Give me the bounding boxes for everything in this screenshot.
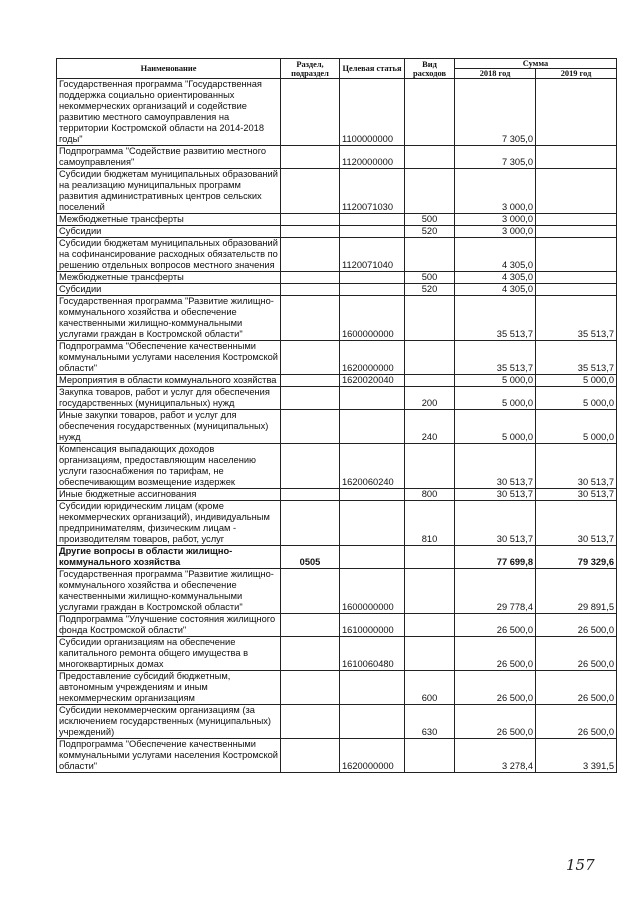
cell-kind	[405, 341, 455, 375]
cell-y2018: 3 000,0	[455, 214, 536, 226]
cell-target: 1100000000	[340, 79, 405, 146]
table-row	[57, 284, 617, 296]
cell-target	[340, 546, 405, 569]
cell-kind	[405, 569, 455, 614]
cell-y2019	[536, 79, 617, 146]
cell-y2019: 26 500,0	[536, 614, 617, 637]
cell-name: Компенсация выпадающих доходов организациям, предоставляющим населению услуги газоснабжения по тарифам, не обеспечивающим возмещение издержек	[57, 444, 281, 489]
cell-target	[340, 671, 405, 705]
cell-name: Подпрограмма "Обеспечение качественными коммунальными услугами населения Костромской области"	[57, 341, 281, 375]
cell-y2018: 4 305,0	[455, 238, 536, 272]
table-row	[57, 444, 617, 489]
table-row	[57, 214, 617, 226]
cell-kind	[405, 238, 455, 272]
cell-name: Субсидии организациям на обеспечение капитального ремонта общего имущества в многоквартирных домах	[57, 637, 281, 671]
cell-kind	[405, 637, 455, 671]
table-row	[57, 546, 617, 569]
table-body	[57, 79, 617, 773]
cell-section	[281, 272, 340, 284]
cell-section	[281, 614, 340, 637]
cell-name: Субсидии юридическим лицам (кроме некоммерческих организаций), индивидуальным предпринимателям, физическим лицам - производителям товаров, работ, услуг	[57, 501, 281, 546]
cell-y2019: 26 500,0	[536, 671, 617, 705]
cell-section	[281, 169, 340, 214]
table-row	[57, 705, 617, 739]
cell-target	[340, 387, 405, 410]
cell-name: Субсидии бюджетам муниципальных образований на реализацию муниципальных программ развития административных центров сельских поселений	[57, 169, 281, 214]
cell-y2019	[536, 272, 617, 284]
cell-y2018: 7 305,0	[455, 79, 536, 146]
cell-y2019: 5 000,0	[536, 387, 617, 410]
table-row	[57, 501, 617, 546]
cell-y2019: 35 513,7	[536, 341, 617, 375]
table-row	[57, 637, 617, 671]
cell-section	[281, 637, 340, 671]
cell-y2019: 26 500,0	[536, 705, 617, 739]
cell-section	[281, 284, 340, 296]
cell-target: 1600000000	[340, 569, 405, 614]
cell-target: 1620020040	[340, 375, 405, 387]
cell-name: Мероприятия в области коммунального хозяйства	[57, 375, 281, 387]
cell-y2018: 5 000,0	[455, 410, 536, 444]
cell-kind	[405, 296, 455, 341]
budget-table	[56, 58, 617, 773]
cell-y2018: 5 000,0	[455, 375, 536, 387]
cell-section	[281, 671, 340, 705]
cell-y2019	[536, 214, 617, 226]
cell-y2019: 5 000,0	[536, 410, 617, 444]
cell-name: Субсидии некоммерческим организациям (за исключением государственных (муниципальных) учреждений)	[57, 705, 281, 739]
table-row	[57, 146, 617, 169]
table-row	[57, 410, 617, 444]
cell-y2018: 3 000,0	[455, 226, 536, 238]
table-row	[57, 226, 617, 238]
cell-target	[340, 226, 405, 238]
cell-y2018: 26 500,0	[455, 637, 536, 671]
cell-kind: 500	[405, 214, 455, 226]
cell-name: Государственная программа "Развитие жилищно-коммунального хозяйства и обеспечение качественными жилищно-коммунальными услугами граждан в Костромской области"	[57, 569, 281, 614]
cell-section	[281, 341, 340, 375]
header-sum: Сумма	[455, 59, 617, 69]
cell-target	[340, 501, 405, 546]
cell-section	[281, 410, 340, 444]
table-row	[57, 387, 617, 410]
table-row	[57, 739, 617, 773]
cell-y2018: 35 513,7	[455, 296, 536, 341]
table-row	[57, 169, 617, 214]
cell-kind: 200	[405, 387, 455, 410]
cell-kind: 810	[405, 501, 455, 546]
cell-y2018: 26 500,0	[455, 671, 536, 705]
cell-y2019: 30 513,7	[536, 501, 617, 546]
cell-y2019: 5 000,0	[536, 375, 617, 387]
cell-section	[281, 569, 340, 614]
table-row	[57, 671, 617, 705]
page-number: 157	[566, 856, 595, 874]
cell-target: 1620060240	[340, 444, 405, 489]
cell-section	[281, 296, 340, 341]
cell-name: Предоставление субсидий бюджетным, автономным учреждениям и иным некоммерческим организациям	[57, 671, 281, 705]
header-section: Раздел, подраздел	[281, 59, 340, 79]
cell-name: Иные закупки товаров, работ и услуг для обеспечения государственных (муниципальных) нужд	[57, 410, 281, 444]
cell-y2019	[536, 169, 617, 214]
cell-y2018: 4 305,0	[455, 284, 536, 296]
table-row	[57, 614, 617, 637]
cell-target: 1120071030	[340, 169, 405, 214]
table-row	[57, 272, 617, 284]
cell-y2018: 35 513,7	[455, 341, 536, 375]
table-row	[57, 238, 617, 272]
header-year-2018: 2018 год	[455, 69, 536, 79]
cell-target	[340, 489, 405, 501]
cell-y2019: 3 391,5	[536, 739, 617, 773]
cell-target	[340, 284, 405, 296]
cell-y2018: 30 513,7	[455, 444, 536, 489]
cell-target: 1120000000	[340, 146, 405, 169]
cell-kind: 800	[405, 489, 455, 501]
table-row	[57, 296, 617, 341]
cell-kind: 520	[405, 226, 455, 238]
cell-name: Субсидии	[57, 226, 281, 238]
cell-kind	[405, 444, 455, 489]
header-year-2019: 2019 год	[536, 69, 617, 79]
cell-name: Подпрограмма "Обеспечение качественными коммунальными услугами населения Костромской области"	[57, 739, 281, 773]
cell-section	[281, 444, 340, 489]
cell-kind	[405, 375, 455, 387]
cell-kind: 240	[405, 410, 455, 444]
cell-name: Подпрограмма "Содействие развитию местного самоуправления"	[57, 146, 281, 169]
table-row	[57, 569, 617, 614]
cell-name: Субсидии	[57, 284, 281, 296]
table-row	[57, 375, 617, 387]
cell-kind: 520	[405, 284, 455, 296]
cell-y2018: 7 305,0	[455, 146, 536, 169]
cell-y2018: 30 513,7	[455, 501, 536, 546]
cell-section	[281, 146, 340, 169]
cell-section	[281, 489, 340, 501]
cell-y2019: 29 891,5	[536, 569, 617, 614]
cell-y2018: 29 778,4	[455, 569, 536, 614]
cell-y2019	[536, 238, 617, 272]
cell-section	[281, 739, 340, 773]
cell-name: Государственная программа "Развитие жилищно-коммунального хозяйства и обеспечение качественными жилищно-коммунальными услугами граждан в Костромской области"	[57, 296, 281, 341]
cell-section	[281, 501, 340, 546]
cell-kind	[405, 614, 455, 637]
cell-y2019: 79 329,6	[536, 546, 617, 569]
cell-target: 1120071040	[340, 238, 405, 272]
cell-name: Межбюджетные трансферты	[57, 272, 281, 284]
cell-name: Другие вопросы в области жилищно-коммунального хозяйства	[57, 546, 281, 569]
cell-section: 0505	[281, 546, 340, 569]
cell-name: Государственная программа "Государственная поддержка социально ориентированных некоммерческих организаций и содействие развитию местного самоуправления на территории Костромской области на 2014-2018 годы"	[57, 79, 281, 146]
cell-section	[281, 375, 340, 387]
cell-target: 1610000000	[340, 614, 405, 637]
cell-y2018: 3 000,0	[455, 169, 536, 214]
cell-section	[281, 705, 340, 739]
header-name: Наименование	[57, 59, 281, 79]
cell-y2019	[536, 146, 617, 169]
cell-y2018: 26 500,0	[455, 614, 536, 637]
cell-y2019	[536, 226, 617, 238]
cell-y2018: 30 513,7	[455, 489, 536, 501]
cell-y2019: 30 513,7	[536, 489, 617, 501]
cell-y2019: 30 513,7	[536, 444, 617, 489]
cell-name: Подпрограмма "Улучшение состояния жилищного фонда Костромской области"	[57, 614, 281, 637]
cell-target	[340, 272, 405, 284]
cell-y2019: 35 513,7	[536, 296, 617, 341]
cell-y2019	[536, 284, 617, 296]
cell-y2018: 3 278,4	[455, 739, 536, 773]
cell-kind: 500	[405, 272, 455, 284]
cell-name: Межбюджетные трансферты	[57, 214, 281, 226]
cell-y2019: 26 500,0	[536, 637, 617, 671]
cell-y2018: 4 305,0	[455, 272, 536, 284]
cell-kind	[405, 146, 455, 169]
cell-kind: 600	[405, 671, 455, 705]
cell-target: 1620000000	[340, 341, 405, 375]
cell-y2018: 5 000,0	[455, 387, 536, 410]
table-row	[57, 341, 617, 375]
cell-target	[340, 214, 405, 226]
cell-target	[340, 705, 405, 739]
cell-target	[340, 410, 405, 444]
cell-kind	[405, 739, 455, 773]
cell-kind	[405, 169, 455, 214]
cell-kind: 630	[405, 705, 455, 739]
cell-section	[281, 226, 340, 238]
cell-section	[281, 79, 340, 146]
header-kind: Вид расходов	[405, 59, 455, 79]
table-row	[57, 489, 617, 501]
header-target: Целевая статья	[340, 59, 405, 79]
cell-section	[281, 214, 340, 226]
table-row	[57, 79, 617, 146]
cell-target: 1620000000	[340, 739, 405, 773]
cell-target: 1600000000	[340, 296, 405, 341]
cell-name: Закупка товаров, работ и услуг для обеспечения государственных (муниципальных) нужд	[57, 387, 281, 410]
cell-y2018: 26 500,0	[455, 705, 536, 739]
cell-kind	[405, 546, 455, 569]
cell-name: Иные бюджетные ассигнования	[57, 489, 281, 501]
cell-section	[281, 387, 340, 410]
cell-section	[281, 238, 340, 272]
cell-y2018: 77 699,8	[455, 546, 536, 569]
cell-name: Субсидии бюджетам муниципальных образований на софинансирование расходных обязательств по решению отдельных вопросов местного значения	[57, 238, 281, 272]
cell-kind	[405, 79, 455, 146]
cell-target: 1610060480	[340, 637, 405, 671]
